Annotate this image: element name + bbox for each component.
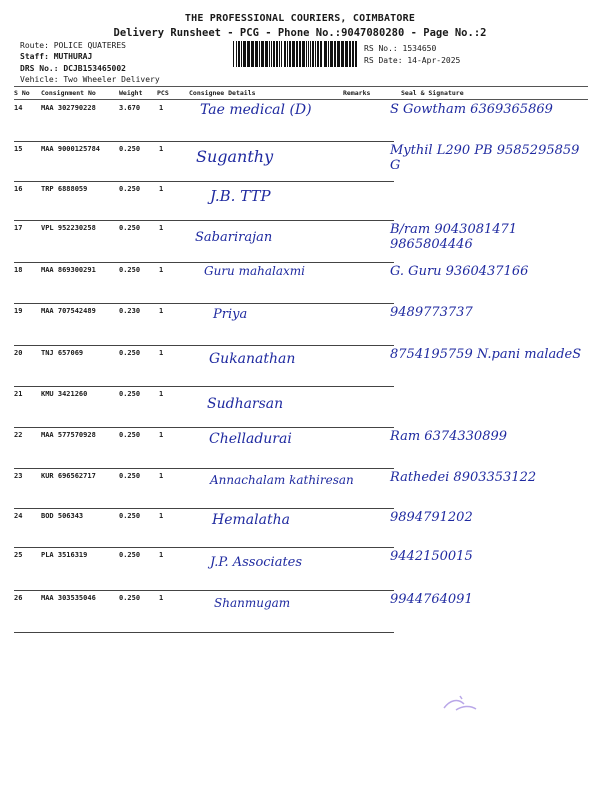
row-pcs: 1 <box>159 185 164 193</box>
row-pcs: 1 <box>159 472 164 480</box>
table-row <box>14 508 588 551</box>
barcode-bar <box>261 41 264 67</box>
barcode-bar <box>236 41 237 67</box>
barcode-bar <box>334 41 336 67</box>
consignee-handwriting: J.B. TTP <box>210 187 271 205</box>
table-row <box>14 590 588 633</box>
barcode-bar <box>299 41 301 67</box>
table-row <box>14 141 588 184</box>
row-consignment-no: MAA 302790228 <box>41 104 96 112</box>
row-sno: 22 <box>14 431 23 439</box>
row-sno: 15 <box>14 145 23 153</box>
col-consignment: Consignment No <box>41 89 96 97</box>
barcode-bar <box>337 41 340 67</box>
row-consignment-no: MAA 577570928 <box>41 431 96 439</box>
barcode-bar <box>287 41 288 67</box>
row-sno: 16 <box>14 185 23 193</box>
rs-date-value: 14-Apr-2025 <box>407 56 461 65</box>
row-sno: 17 <box>14 224 23 232</box>
barcode-bar <box>355 41 357 67</box>
barcode-bar <box>308 41 309 67</box>
row-weight: 0.250 <box>119 266 141 274</box>
barcode-bar <box>233 41 234 67</box>
row-weight: 0.250 <box>119 594 141 602</box>
staff-label: Staff: <box>20 52 49 61</box>
barcode-bar <box>317 41 319 67</box>
barcode-bar <box>296 41 298 67</box>
row-sno: 19 <box>14 307 23 315</box>
barcode-bar <box>345 41 348 67</box>
consignee-handwriting: Sudharsan <box>207 396 284 412</box>
consignee-handwriting: J.P. Associates <box>210 555 303 570</box>
row-consignment-no: PLA 3516319 <box>41 551 88 559</box>
rs-no-line <box>364 43 436 54</box>
barcode-bar <box>273 41 275 67</box>
signature-handwriting: 9442150015 <box>390 549 473 564</box>
signature-handwriting: G. Guru 9360437166 <box>390 264 529 279</box>
drs-line <box>20 63 126 74</box>
barcode-bar <box>238 41 240 67</box>
col-seal-signature: Seal & Signature <box>401 89 464 97</box>
barcode-bar <box>341 41 344 67</box>
rs-no-label: RS No.: <box>364 44 398 53</box>
staff-value: MUTHURAJ <box>53 52 93 61</box>
table-row <box>14 427 588 470</box>
row-pcs: 1 <box>159 307 164 315</box>
consignee-handwriting: Gukanathan <box>209 351 296 367</box>
row-weight: 0.250 <box>119 185 141 193</box>
row-weight: 0.250 <box>119 390 141 398</box>
barcode-bar <box>292 41 295 67</box>
signature-handwriting: Ram 6374330899 <box>390 429 508 444</box>
signature-handwriting: 9894791202 <box>390 510 473 525</box>
row-pcs: 1 <box>159 145 164 153</box>
barcode-bar <box>276 41 278 67</box>
table-row <box>14 386 588 429</box>
row-sno: 18 <box>14 266 23 274</box>
signature-handwriting: Rathedei 8903353122 <box>390 470 537 485</box>
col-pcs: PCS <box>157 89 169 97</box>
row-pcs: 1 <box>159 224 164 232</box>
row-consignment-no: VPL 952230258 <box>41 224 96 232</box>
vehicle-value: Two Wheeler Delivery <box>63 75 160 84</box>
row-pcs: 1 <box>159 594 164 602</box>
table-row <box>14 220 588 263</box>
consignee-handwriting: Shanmugam <box>214 596 291 610</box>
row-pcs: 1 <box>159 349 164 357</box>
consignee-handwriting: Priya <box>213 307 248 322</box>
signature-handwriting: B/ram 9043081471 9865804446 <box>390 222 518 252</box>
row-pcs: 1 <box>159 266 164 274</box>
row-weight: 0.250 <box>119 145 141 153</box>
barcode-bar <box>281 41 282 67</box>
barcode-bar <box>241 41 242 67</box>
row-consignment-no: MAA 707542489 <box>41 307 96 315</box>
header-top-rule <box>14 86 588 87</box>
barcode-bar <box>330 41 333 67</box>
rs-date-line <box>364 55 460 66</box>
table-row <box>14 345 588 388</box>
row-sno: 26 <box>14 594 23 602</box>
barcode-bar <box>265 41 268 67</box>
vehicle-line <box>20 74 160 85</box>
row-consignment-no: TNJ 657069 <box>41 349 84 357</box>
row-consignment-no: MAA 9000125784 <box>41 145 101 153</box>
row-consignment-no: KUR 696562717 <box>41 472 96 480</box>
row-sno: 25 <box>14 551 23 559</box>
staff-line <box>20 51 92 62</box>
row-consignment-no: KMU 3421260 <box>41 390 88 398</box>
consignee-handwriting: Chelladurai <box>209 431 292 447</box>
barcode-bar <box>259 41 260 67</box>
row-weight: 0.230 <box>119 307 141 315</box>
barcode-bar <box>255 41 258 67</box>
route-line <box>20 40 126 51</box>
barcode-bar <box>284 41 286 67</box>
route-label: Route: <box>20 41 49 50</box>
signature-handwriting: 9944764091 <box>390 592 473 607</box>
row-pcs: 1 <box>159 104 164 112</box>
signature-handwriting: 9489773737 <box>390 305 473 320</box>
barcode-bar <box>352 41 354 67</box>
table-row <box>14 303 588 346</box>
row-weight: 0.250 <box>119 472 141 480</box>
consignee-handwriting: Hemalatha <box>212 512 290 528</box>
col-weight: Weight <box>119 89 143 97</box>
barcode-bar <box>269 41 270 67</box>
row-pcs: 1 <box>159 551 164 559</box>
barcode-bar <box>251 41 254 67</box>
route-value: POLICE QUATERES <box>53 41 126 50</box>
row-consignment-no: BOD 506343 <box>41 512 84 520</box>
row-pcs: 1 <box>159 512 164 520</box>
table-end-rule <box>14 632 394 633</box>
barcode-bar <box>328 41 329 67</box>
row-consignment-no: MAA 869300291 <box>41 266 96 274</box>
ink-smudge <box>440 690 480 716</box>
barcode-bar <box>306 41 307 67</box>
row-sno: 21 <box>14 390 23 398</box>
signature-handwriting: Mythil L290 PB 9585295859 G <box>390 143 580 173</box>
runsheet-title: Delivery Runsheet - PCG - Phone No.:9047080280 - Page No.:2 <box>113 27 487 39</box>
table-row <box>14 547 588 590</box>
consignee-handwriting: Sabarirajan <box>195 230 273 245</box>
rs-no-value: 1534650 <box>402 44 437 53</box>
vehicle-label: Vehicle: <box>20 75 59 84</box>
row-pcs: 1 <box>159 390 164 398</box>
row-weight: 0.250 <box>119 551 141 559</box>
rs-date-label: RS Date: <box>364 56 403 65</box>
barcode-bar <box>302 41 305 67</box>
row-weight: 0.250 <box>119 349 141 357</box>
signature-handwriting: S Gowtham 6369365869 <box>390 102 553 117</box>
row-sno: 23 <box>14 472 23 480</box>
row-sno: 24 <box>14 512 23 520</box>
table-row <box>14 181 588 224</box>
barcode-bar <box>324 41 327 67</box>
consignee-handwriting: Annachalam kathiresan <box>210 473 354 487</box>
barcode-bar <box>243 41 246 67</box>
col-consignee: Consignee Details <box>189 89 256 97</box>
drs-label: DRS No.: <box>20 64 59 73</box>
col-sno: S No <box>14 89 30 97</box>
row-weight: 3.670 <box>119 104 141 112</box>
barcode-bar <box>315 41 316 67</box>
row-sno: 20 <box>14 349 23 357</box>
barcode-bar <box>289 41 291 67</box>
row-sno: 14 <box>14 104 23 112</box>
barcode-bar <box>310 41 311 67</box>
table-row <box>14 468 588 511</box>
drs-value: DCJB153465002 <box>63 64 126 73</box>
row-weight: 0.250 <box>119 224 141 232</box>
consignee-handwriting: Tae medical (D) <box>200 102 312 118</box>
row-consignment-no: MAA 303535046 <box>41 594 96 602</box>
barcode-bar <box>349 41 351 67</box>
table-row <box>14 262 588 305</box>
barcode-bar <box>312 41 314 67</box>
row-weight: 0.250 <box>119 512 141 520</box>
barcode-bar <box>279 41 280 67</box>
consignee-handwriting: Guru mahalaxmi <box>204 264 305 278</box>
company-title: THE PROFESSIONAL COURIERS, COIMBATORE <box>184 13 416 24</box>
barcode <box>233 41 357 67</box>
row-weight: 0.250 <box>119 431 141 439</box>
barcode-bar <box>271 41 272 67</box>
col-remarks: Remarks <box>343 89 371 97</box>
row-pcs: 1 <box>159 431 164 439</box>
barcode-bar <box>247 41 250 67</box>
barcode-bar <box>320 41 322 67</box>
table-row <box>14 100 588 143</box>
signature-handwriting: 8754195759 N.pani maladeS <box>390 347 582 362</box>
consignee-handwriting: Suganthy <box>196 147 274 166</box>
row-consignment-no: TRP 6888059 <box>41 185 88 193</box>
